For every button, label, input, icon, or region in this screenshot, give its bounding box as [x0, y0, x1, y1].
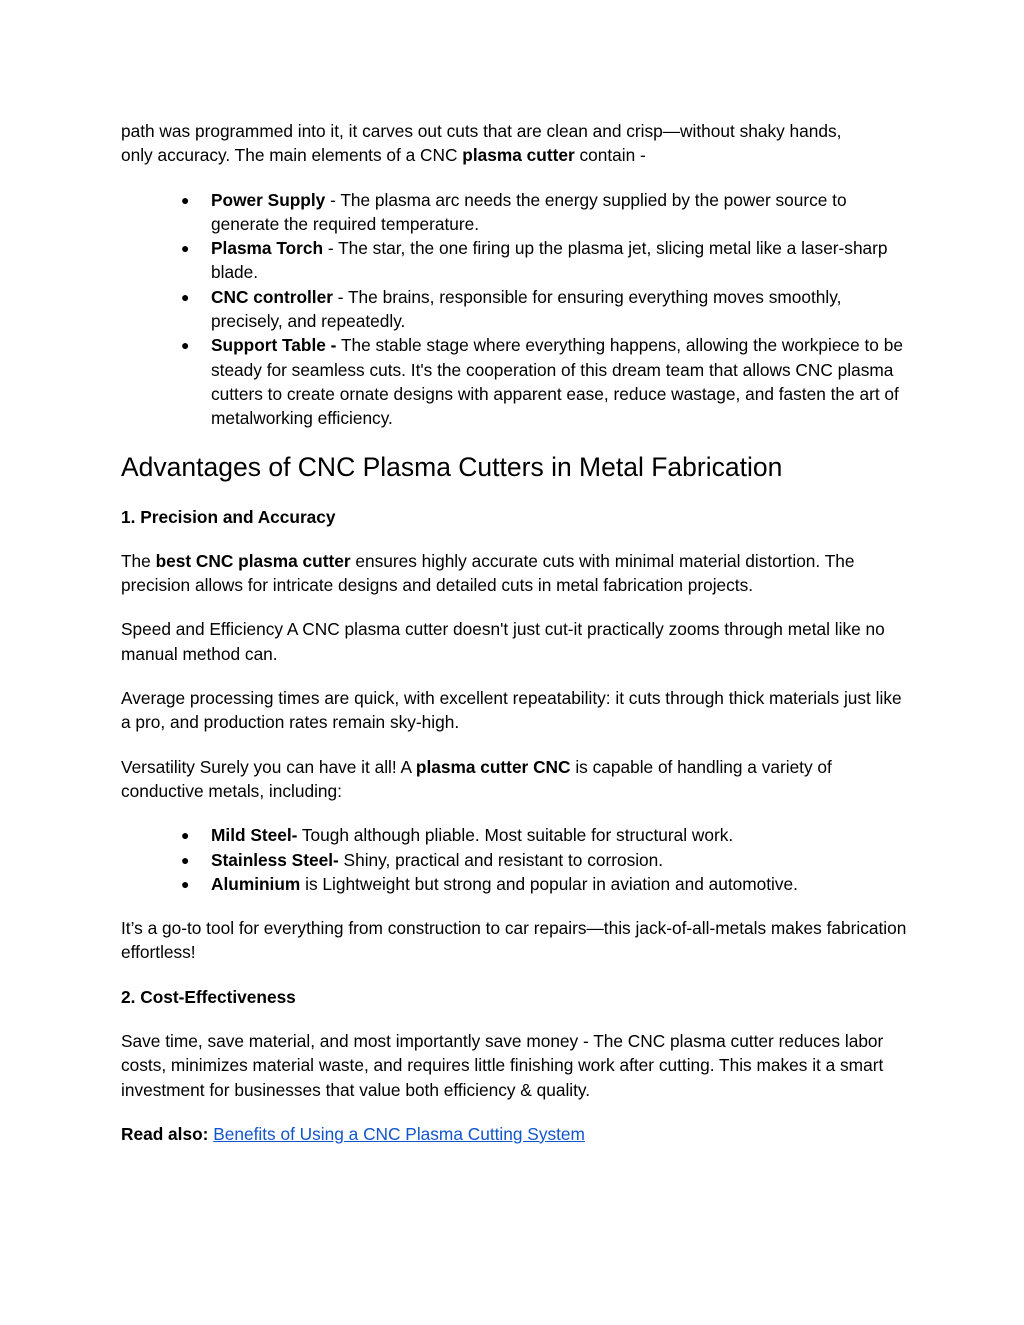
closing-paragraph: It’s a go-to tool for everything from construction to car repairs—this jack-of-all-metals makes fabrication effortless!	[121, 918, 907, 963]
list-item	[121, 333, 911, 430]
list-item	[121, 823, 911, 847]
list-item-text: - The brains, responsible for ensuring everything moves smoothly, precisely, and repeatedly.	[211, 286, 842, 332]
list-item-term: Plasma Torch	[211, 238, 324, 259]
section-heading: Advantages of CNC Plasma Cutters in Metal Fabrication	[121, 451, 783, 482]
intro-line2-bold: plasma cutter	[462, 145, 575, 166]
section1-paragraph4	[121, 755, 911, 804]
list-item-term: CNC controller	[211, 286, 333, 307]
text-run: ensures highly accurate cuts with minimal material distortion. The precision allows for intricate designs and detailed cuts in metal fabrication projects.	[121, 550, 855, 596]
section2-paragraph1: Save time, save material, and most importantly save money - The CNC plasma cutter reduces labor costs, minimizes material waste, and requires little finishing work after cutting. This makes it a smart investment for businesses that value both efficiency & quality.	[121, 1031, 884, 1100]
intro-line1: path was programmed into it, it carves out cuts that are clean and crisp—without shaky hands,	[121, 121, 842, 141]
section2-title: 2. Cost-Effectiveness	[121, 986, 296, 1007]
read-also	[121, 1122, 911, 1146]
section1-paragraph1	[121, 549, 911, 598]
section1-paragraph3: Average processing times are quick, with excellent repeatability: it cuts through thick materials just like a pro, and production rates remain sky-high.	[121, 688, 902, 733]
intro-paragraph	[121, 119, 911, 168]
text-run: The	[121, 550, 156, 571]
bullet-icon: ●	[181, 191, 190, 208]
bold-run: plasma cutter CNC	[415, 756, 571, 777]
list-item-text: Shiny, practical and resistant to corrosion.	[338, 849, 664, 870]
list-item	[121, 236, 911, 285]
bullet-icon: ●	[181, 851, 190, 868]
list-item-text: - The plasma arc needs the energy supplied by the power source to generate the required temperature.	[211, 189, 847, 234]
list-item	[121, 848, 911, 872]
intro-line2-pre: only accuracy. The main elements of a CNC	[121, 145, 463, 166]
list-item	[121, 188, 911, 237]
elements-list	[121, 188, 911, 431]
section1-paragraph2: Speed and Efficiency A CNC plasma cutter doesn't just cut-it practically zooms through metal like no manual method can.	[121, 619, 885, 664]
bold-run: best CNC plasma cutter	[155, 550, 351, 571]
list-item-text: is Lightweight but strong and popular in aviation and automotive.	[300, 873, 798, 894]
list-item-term: Aluminium	[211, 873, 301, 894]
bullet-icon: ●	[181, 875, 190, 892]
text-run: is capable of handling a variety of conductive metals, including:	[121, 756, 832, 801]
section1-title: 1. Precision and Accuracy	[121, 506, 336, 527]
intro-line2-post: contain -	[574, 145, 646, 166]
list-item	[121, 285, 911, 334]
metals-list	[121, 823, 911, 896]
list-item-term: Stainless Steel-	[211, 849, 339, 870]
list-item-term: Mild Steel-	[211, 825, 298, 846]
list-item-term: Power Supply	[211, 189, 326, 210]
text-run: Versatility Surely you can have it all! A	[121, 756, 416, 777]
list-item-text: The stable stage where everything happens, allowing the workpiece to be steady for seamless cuts. It's the cooperation of this dream team that allows CNC plasma cutters to create ornate designs with apparent ease, reduce wastage, and fasten the art of metalworking efficiency.	[211, 335, 903, 429]
bullet-icon: ●	[181, 337, 190, 354]
bullet-icon: ●	[181, 240, 190, 257]
list-item-text: - The star, the one firing up the plasma jet, slicing metal like a laser-sharp blade.	[211, 238, 888, 283]
bullet-icon: ●	[181, 288, 190, 305]
read-also-label: Read also:	[121, 1123, 209, 1144]
bullet-icon: ●	[181, 827, 190, 844]
document-page	[121, 119, 911, 1166]
read-also-link[interactable]: Benefits of Using a CNC Plasma Cutting System	[213, 1123, 585, 1144]
list-item-text: Tough although pliable. Most suitable for structural work.	[297, 825, 734, 846]
list-item-term: Support Table -	[211, 335, 337, 356]
list-item	[121, 872, 911, 896]
